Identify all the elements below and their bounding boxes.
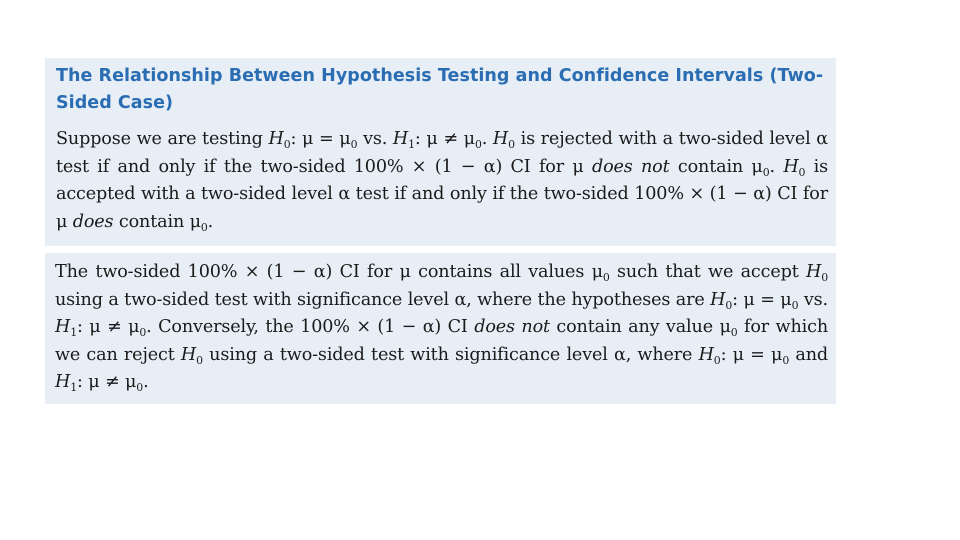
definition-paragraph: Suppose we are testing $H_0$: $\mu = \mu_0$ vs. $H_1$: $\mu \ne \mu_0$. $H_0$ is rejected with a two-sided level α test if and only if the two-sided 100% × (1 − α) CI for μ does not contain $\mu_0$. $H_0$ is accepted with a two-sided level α test if and only if the two-sided 100% × (1 − α) CI for μ does contain $\mu_0$. (56, 129, 829, 234)
definition-box (45, 58, 836, 246)
explanation-box (45, 253, 836, 404)
box-heading: The Relationship Between Hypothesis Testing and Confidence Intervals (Two-Sided Case) (56, 66, 824, 113)
explanation-paragraph: The two-sided 100% × (1 − α) CI for μ contains all values $\mu_0$ such that we accept $H_0$ using a two-sided test with significance level α, where the hypotheses are $H_0$: $\mu = \mu_0$ vs. $H_1$: $\mu \ne \mu_0$. Conversely, the 100% × (1 − α) CI does not contain any value $\mu_0$ for which we can reject $H_0$ using a two-sided test with significance level α, where $H_0$: $\mu = \mu_0$ and $H_1$: $\mu \ne \mu_0$. (55, 262, 829, 395)
